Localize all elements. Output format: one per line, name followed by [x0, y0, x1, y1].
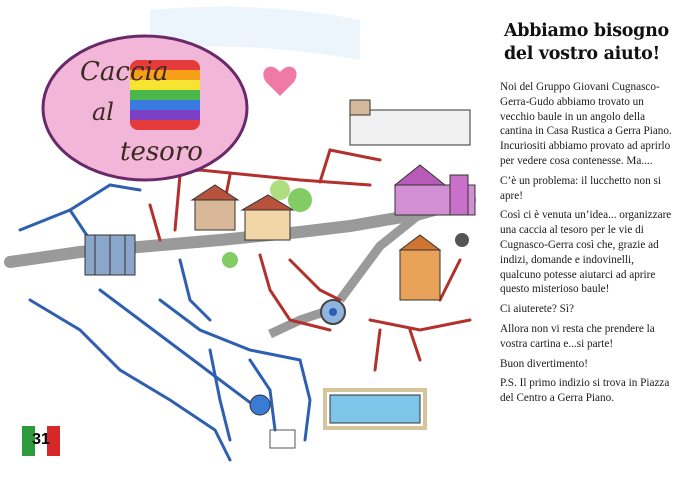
- paragraph-fun: Buon divertimento!: [500, 357, 588, 370]
- cable-car-icon: [455, 233, 469, 247]
- logo-word-3: tesoro: [120, 137, 203, 167]
- swimming-pool: [325, 390, 425, 428]
- page-number-badge: [22, 426, 60, 456]
- paragraph-problem: C’è un problema: il lucchetto non si apre!: [500, 174, 661, 202]
- paragraph-question: Ci aiuterete? Sì?: [500, 303, 574, 316]
- page-number: 31: [32, 431, 50, 448]
- building-glass: [85, 235, 135, 275]
- logo-word-1: Caccia: [80, 57, 169, 87]
- page-title-line-2: del vostro aiuto!: [504, 44, 660, 64]
- paragraph-idea: Così ci è venuta un’idea... organizzare una caccia al tesoro per le vie di Cugnasco-Gerra così che, grazie ad indizi, domande e indovinelli, qualcuno potesse aiutarci ad aprire questo misterioso baule!: [500, 209, 672, 296]
- story-text: [500, 80, 676, 411]
- paragraph-start: Allora non vi resta che prendere la vostra cartina e...si parte!: [500, 322, 655, 350]
- title-block: [504, 20, 676, 66]
- page-title-line-1: Abbiamo bisogno: [504, 21, 669, 41]
- caccia-al-tesoro-logo: [43, 36, 247, 180]
- badge-icon: [250, 395, 270, 415]
- paragraph-ps: P.S. Il primo indizio si trova in Piazza del Centro a Gerra Piano.: [500, 377, 670, 405]
- logo-word-2: al: [92, 98, 114, 126]
- paragraph-intro: Noi del Gruppo Giovani Cugnasco-Gerra-Gudo abbiamo trovato un vecchio baule in un angolo della cantina in Casa Rustica a Gerra Piano. Incuriositi abbiamo provato ad aprirlo per vedere cosa contenesse. Ma....: [500, 81, 672, 167]
